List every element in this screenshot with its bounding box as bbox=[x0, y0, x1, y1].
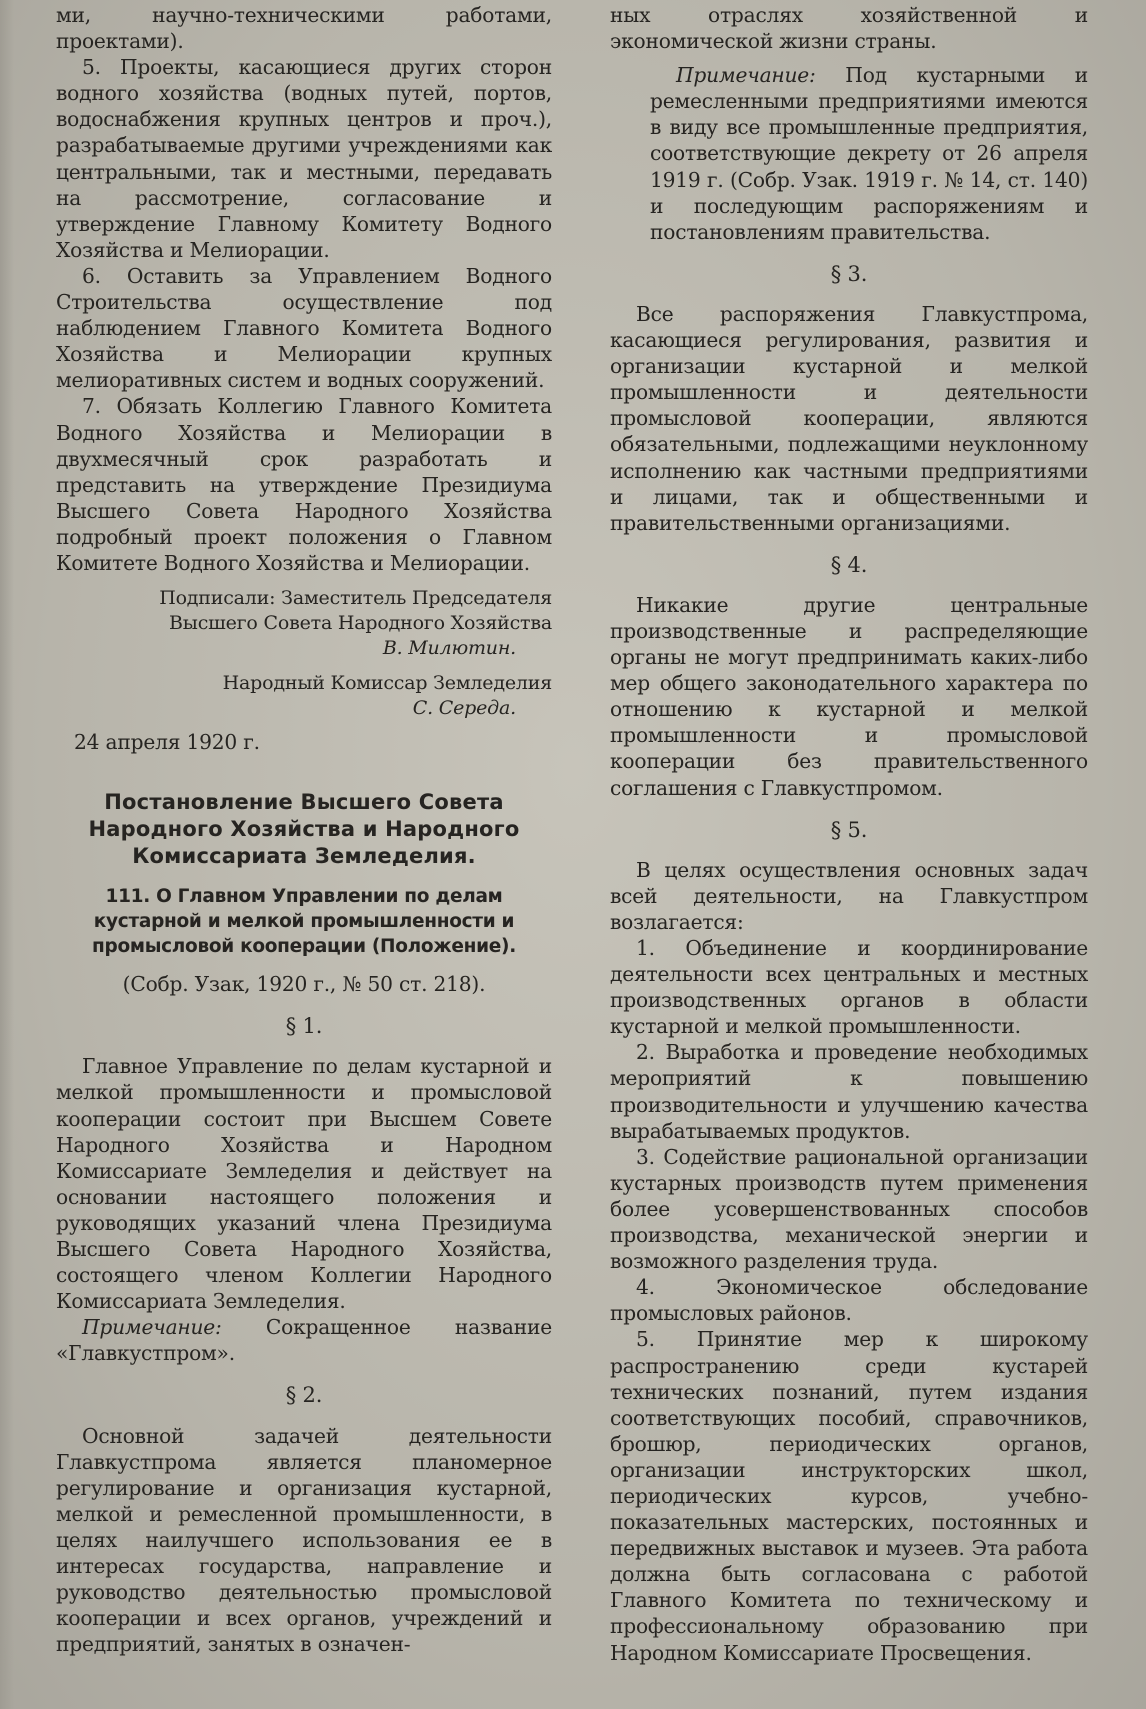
page-edge-shadow bbox=[0, 0, 14, 1709]
section-title: § 3. bbox=[830, 261, 868, 286]
note bbox=[56, 1314, 552, 1366]
resolution-heading: Постановление Высшего Совета Народного Хозяйства и Народного Комиссариата Земледелия. bbox=[88, 790, 520, 869]
section-title: § 2. bbox=[285, 1383, 323, 1408]
document-date: 24 апреля 1920 г. bbox=[74, 730, 260, 755]
signature-title-line: Подписали: Заместитель Председателя bbox=[159, 587, 552, 610]
note bbox=[650, 62, 1088, 245]
resolution-subheading: 111. О Главном Управлении по делам кустарной и мелкой промышленности и промысловой кооперации (Положение). bbox=[92, 886, 516, 958]
note-label: Примечание: bbox=[82, 1315, 222, 1340]
source-reference: (Собр. Узак, 1920 г., № 50 ст. 218). bbox=[122, 972, 486, 997]
list-item: 5. Принятие мер к широкому распространению среди кустарей технических познаний, путем издания соответствующих пособий, справочников, брошюр, периодических органов, организации инструкторских школ, периодических курсов, учебно-показательных мастерских, постоянных и передвижных выставок и музеев. Эта работа должна быть согласована с работой Главного Комитета по техническому и профессиональному образованию при Народном Комиссариате Просвещения. bbox=[610, 1327, 1088, 1665]
signature-block bbox=[56, 586, 552, 721]
section-title: § 4. bbox=[830, 552, 868, 577]
note-text: Под кустарными и ремесленными предприятиями имеются в виду все промышленные предприятия, соответствующие декрету от 26 апреля 1919 г. (Собр. Узак. 1919 г. № 14, ст. 140) и последующим распоряжениям и постановлениям правительства. bbox=[650, 63, 1088, 244]
left-column bbox=[56, 2, 552, 1657]
signature-title-line: Народный Комиссар Земледелия bbox=[222, 672, 552, 695]
paragraph-item-6: 6. Оставить за Управлением Водного Строительства осуществление под наблюдением Главного Комитета Водного Хозяйства и Мелиорации крупных мелиоративных систем и водных сооружений. bbox=[56, 263, 552, 393]
section-title: § 1. bbox=[285, 1014, 323, 1039]
list-item: 4. Экономическое обследование промысловых районов. bbox=[610, 1275, 1088, 1326]
signature-title-line: Высшего Совета Народного Хозяйства bbox=[169, 612, 552, 635]
section-intro: В целях осуществления основных задач всей деятельности, на Главкустпром возлагается: bbox=[610, 857, 1088, 934]
right-column bbox=[610, 2, 1088, 1666]
list-item: 3. Содействие рациональной организации кустарных производств путем применения более усовершенствованных способов производства, механической энергии и возможного разделения труда. bbox=[610, 1144, 1088, 1274]
section-text: Все распоряжения Главкустпрома, касающиеся регулирования, развития и организации кустарной и мелкой промышленности и деятельности промысловой кооперации, являются обязательными, подлежащими неуклонному исполнению как частными предприятиями и лицами, так и общественными и правительственными организациями. bbox=[610, 301, 1088, 535]
section-text: Основной задачей деятельности Главкустпрома является планомерное регулирование и организация кустарной, мелкой и ремесленной промышленности, в целях наилучшего использования ее в интересах государства, направление и руководство деятельностью промысловой кооперации и всех органов, учреждений и предприятий, занятых в означен- bbox=[56, 1423, 552, 1657]
list-item: 2. Выработка и проведение необходимых мероприятий к повышению производительности и улучшению качества вырабатываемых продуктов. bbox=[610, 1040, 1088, 1143]
paragraph-item-7: 7. Обязать Коллегию Главного Комитета Водного Хозяйства и Мелиорации в двухмесячный срок разработать и представить на утверждение Президиума Высшего Совета Народного Хозяйства подробный проект положения о Главном Комитете Водного Хозяйства и Мелиорации. bbox=[56, 394, 552, 575]
paragraph-continued: ми, научно-техническими работами, проектами). bbox=[56, 3, 552, 54]
list-item: 1. Объединение и координирование деятельности всех центральных и местных производственных органов в области кустарной и мелкой промышленности. bbox=[610, 936, 1088, 1039]
paragraph-item-5: 5. Проекты, касающиеся других сторон водного хозяйства (водных путей, портов, водоснабжения крупных центров и проч.), разрабатываемые другими учреждениями как центральными, так и местными, передавать на рассмотрение, согласование и утверждение Главному Комитету Водного Хозяйства и Мелиорации. bbox=[56, 55, 552, 262]
section-title: § 5. bbox=[830, 817, 868, 842]
note-text: Сокращенное название «Главкустпром». bbox=[56, 1315, 552, 1366]
signature-name: В. Милютин. bbox=[382, 637, 516, 660]
paragraph-continued: ных отраслях хозяйственной и экономической жизни страны. bbox=[610, 3, 1088, 54]
section-text: Никакие другие центральные производственные и распределяющие органы не могут предпринимать каких-либо мер общего законодательного характера по отношению к кустарной и мелкой промышленности и промысловой кооперации без правительственного соглашения с Главкустпромом. bbox=[610, 592, 1088, 800]
section-text: Главное Управление по делам кустарной и мелкой промышленности и промысловой кооперации состоит при Высшем Совете Народного Хозяйства и Народном Комиссариате Земледелия и действует на основании настоящего положения и руководящих указаний члена Президиума Высшего Совета Народного Хозяйства, состоящего членом Коллегии Народного Комиссариата Земледелия. bbox=[56, 1054, 552, 1314]
signature-name: С. Середа. bbox=[412, 697, 516, 720]
note-label: Примечание: bbox=[676, 63, 816, 88]
